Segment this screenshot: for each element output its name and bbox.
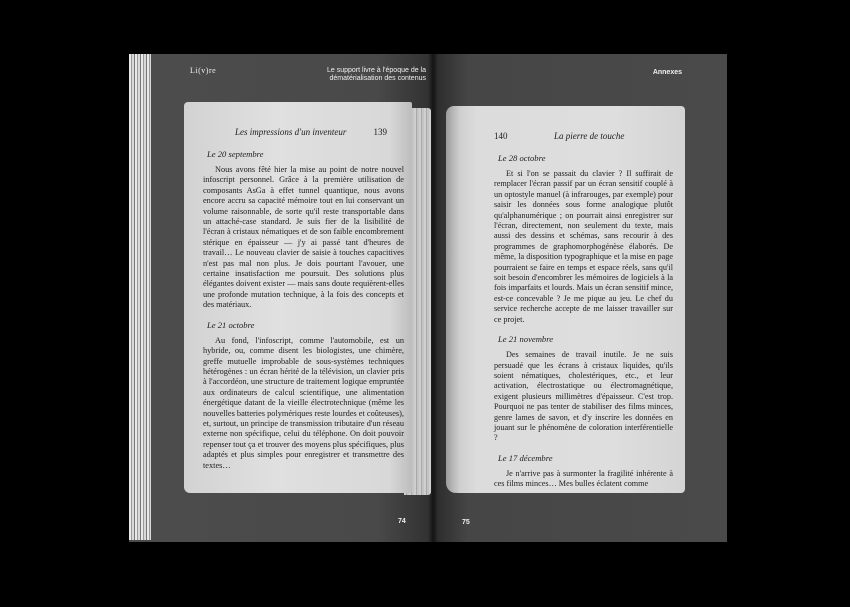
right-page-number: 140 <box>494 131 508 141</box>
diary-paragraph: Nous avons fêté hier la mise au point de notre nouvel infoscript personnel. Grâce à la première utilisation de composants AsGa à effet tunnel quantique, nous avons encore accru sa capacité mémoire tout en lui conservant un volume raisonnable, de sorte qu'il reste transportable dans un attaché-case standard. Je suis fier de la lisibilité de l'écran à cristaux nématiques et de son faible encombrement stérique en épaisseur — j'y ai passé tant d'heures de travail… Le nouveau clavier de saisie à touches capacitives n'est pas mal non plus. Je dois pourtant l'avouer, une certaine insatisfaction me poursuit. Des solutions plus élégantes doivent exister — mais sans doute requièrent-elles une profonde mutation technique, à la fois des concepts et des matériaux. <box>203 165 404 310</box>
folio-left: 74 <box>398 518 406 525</box>
section-title <box>318 67 426 83</box>
left-running-header <box>203 127 404 138</box>
diary-paragraph: Au fond, l'infoscript, comme l'automobile, est un hybride, ou, comme disent les biologistes, une chimère, greffe mutuelle improbable de sous-systèmes techniques hétérogènes : un écran hérité de la télévision, un clavier pris à l'accordéon, une structure de traitement logique empruntée aux ordinateurs de calcul scientifique, une alimentation énergétique datant de la vieille électrotechnique (même les nouvelles batteries polymériques reste lourdes et coûteuses), et, surtout, un principe de transmission tributaire d'un réseau externe non spécifique, celui du téléphone. On doit pouvoir repenser tout ça et trouver des moyens plus spécifiques, plus adaptés et plus simples pour enregistrer et transmettre des textes… <box>203 335 404 470</box>
diary-date: Le 20 septembre <box>207 149 264 159</box>
left-photographed-page <box>184 102 412 493</box>
diary-date: Le 21 novembre <box>498 334 554 345</box>
book-logo: Li(v)re <box>190 66 217 75</box>
diary-paragraph: Des semaines de travail inutile. Je ne suis persuadé que les écrans à cristaux liquides, qu'ils soient nématiques, cholestériques, etc., et leur activation, électrostatique ou électromagnétique, exigent plusieurs millimètres d'épaisseur. C'est trop. Pourquoi ne pas tenter de stabiliser des films minces, genre lames de savon, et d'y inscrire les données en jouant sur le phénomène de coloration interférentielle ? <box>494 350 673 443</box>
diary-paragraph: Je n'arrive pas à surmonter la fragilité inhérente à ces films minces… Mes bulles éclatent comme <box>494 468 673 489</box>
book-page-edges <box>129 54 151 540</box>
diary-date: Le 21 octobre <box>207 319 255 330</box>
right-running-header <box>494 131 673 142</box>
left-running-title: Les impressions d'un inventeur <box>235 127 347 137</box>
left-page-number: 139 <box>373 127 387 137</box>
right-running-title: La pierre de touche <box>554 131 625 141</box>
diary-date: Le 28 octobre <box>498 153 546 163</box>
section-title-line-1: Le support livre à l'époque de la <box>326 67 426 74</box>
folio-right: 75 <box>462 519 470 526</box>
right-photographed-page <box>449 106 685 493</box>
diary-date: Le 17 décembre <box>498 452 553 463</box>
diary-paragraph: Et si l'on se passait du clavier ? Il suffirait de remplacer l'écran passif par un écran sensitif couplé à un optostyle manuel (à infrarouges, par exemple) pour saisir les données sous forme analogique plutôt qu'alphanumérique ; on pourrait ainsi enregistrer sur l'écran, directement, non seulement du texte, mais aussi des dessins et schémas, sans recourir à des programmes de graphomorphogénèse élaborés. De même, la disposition typographique et la mise en page pourraient se faire en temps et espace réels, sans qu'il soit besoin d'encombrer les mémoires de logiciels à la fois imparfaits et lourds. Mais un écran sensitif mince, est-ce concevable ? Je me pique au jeu. Le chef du service recherche accepte de me laisser travailler sur ce projet. <box>494 169 673 324</box>
annex-label: Annexes <box>652 69 682 76</box>
right-leaf-curl <box>446 106 460 493</box>
section-title-line-2: dématérialisation des contenus <box>329 75 426 82</box>
